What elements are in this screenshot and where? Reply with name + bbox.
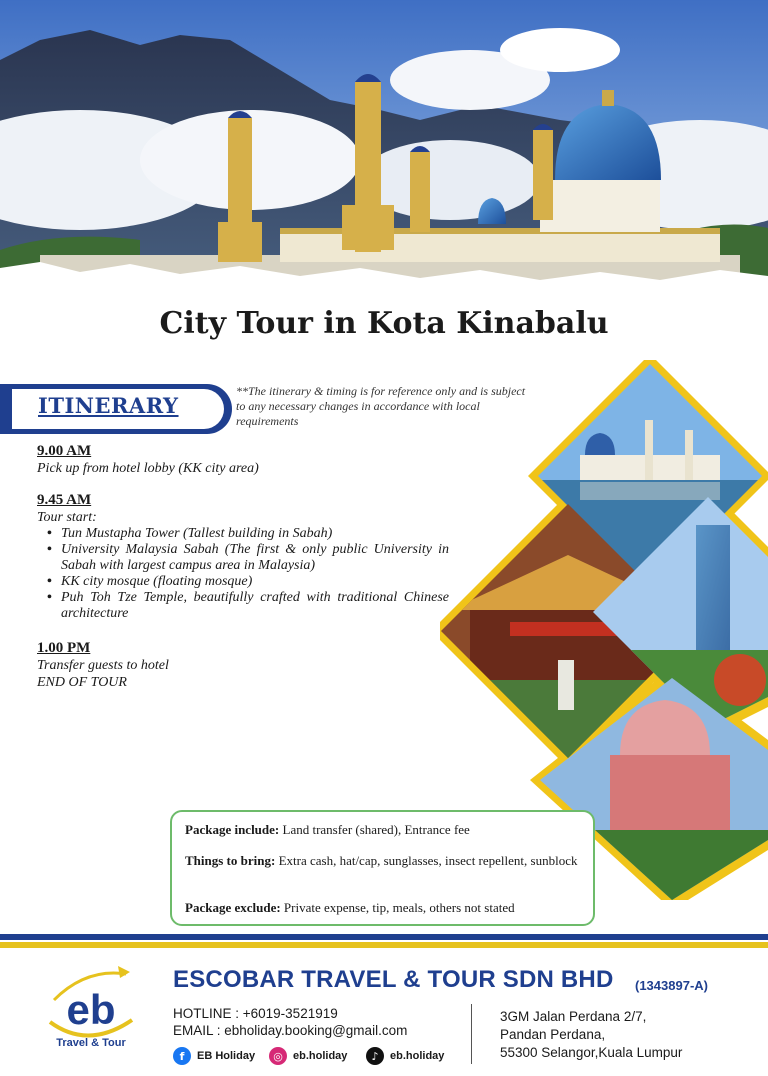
tiktok-icon: ♪ (366, 1047, 384, 1065)
tour-stops-list (37, 526, 449, 622)
list-item: • Puh Toh Tze Temple, beautifully crafted with traditional Chinese architecture (37, 590, 449, 622)
social-tiktok[interactable]: ♪ eb.holiday (366, 1046, 444, 1066)
list-item: • Tun Mustapha Tower (Tallest building in Sabah) (37, 526, 449, 542)
svg-text:eb: eb (66, 986, 116, 1033)
footer-vertical-divider (471, 1004, 472, 1064)
schedule-text: Tour start: (37, 510, 97, 525)
things-to-bring: Things to bring: Extra cash, hat/cap, sunglasses, insect repellent, sunblock (185, 853, 578, 868)
company-name: ESCOBAR TRAVEL & TOUR SDN BHD (173, 966, 614, 993)
footer-divider-blue (0, 934, 768, 940)
company-reg-no: (1343897-A) (635, 978, 708, 993)
package-include: Package include: Land transfer (shared), Entrance fee (185, 822, 470, 837)
company-address: 3GM Jalan Perdana 2/7, Pandan Perdana, 55300 Selangor,Kuala Lumpur (500, 1009, 683, 1060)
itinerary-note: **The itinerary & timing is for reference only and is subject to any necessary changes in accordance with local requirements (236, 384, 526, 428)
facebook-icon: f (173, 1047, 191, 1065)
schedule-text: END OF TOUR (37, 675, 127, 690)
schedule-time: 9.45 AM (37, 492, 92, 508)
hotline[interactable]: HOTLINE : +6019-3521919 (173, 1006, 338, 1021)
email[interactable]: EMAIL : ebholiday.booking@gmail.com (173, 1023, 408, 1038)
footer-divider-yellow (0, 942, 768, 948)
instagram-icon: ◎ (269, 1047, 287, 1065)
schedule-time: 1.00 PM (37, 640, 91, 656)
list-item: • KK city mosque (floating mosque) (37, 574, 449, 590)
package-exclude: Package exclude: Private expense, tip, meals, others not stated (185, 900, 515, 915)
schedule-text: Transfer guests to hotel (37, 658, 169, 673)
schedule-text: Pick up from hotel lobby (KK city area) (37, 461, 259, 476)
eb-logo (46, 960, 136, 1060)
itinerary-heading: ITINERARY (38, 393, 179, 418)
page-title: City Tour in Kota Kinabalu (159, 306, 609, 341)
list-item: • University Malaysia Sabah (The first & only public University in Sabah with largest campus area in Malaysia) (37, 542, 449, 574)
schedule-time: 9.00 AM (37, 443, 92, 459)
social-instagram[interactable]: ◎ eb.holiday (269, 1046, 347, 1066)
itinerary-banner (0, 384, 232, 434)
social-facebook[interactable]: f EB Holiday (173, 1046, 255, 1066)
svg-text:Travel & Tour: Travel & Tour (56, 1037, 126, 1049)
hero-mosque-image (0, 0, 768, 300)
package-info-box (170, 810, 595, 926)
